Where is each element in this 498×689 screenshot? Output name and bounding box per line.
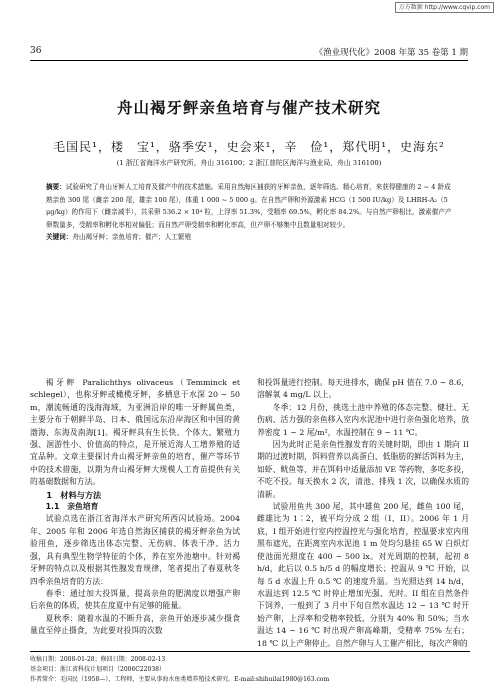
paragraph: 冬季：12 月份，挑选土池中养殖的体态完整、健壮、无伤病、活力强的亲鱼移入室内水泥池中进行亲鱼强化培养，放养密度 1 ~ 2 尾/m²，水温控制在 9 ~ 11 ℃。 bbox=[257, 402, 469, 437]
keywords: 舟山褐牙鲆；亲鱼培育；催产；人工繁殖 bbox=[72, 233, 192, 241]
intro-paragraph: 褐牙鲆 Paralichthys olivaceus（Temminck et schlegel），也称牙鲆或橄榄牙鲆，多栖息于水深 20 ~ 50 m，潮流畅通的浅海海域，为亚洲沿岸的唯一牙鲆属鱼类，主要分布于朝鲜半岛、日本、俄国远东沿岸海区和中国的黄渤海、东海及南海[1]。褐牙鲆具有生长快、个体大、繁殖力强、洄游性小、价值高的特点，是开展近海人工增养殖的适宜品种。文章主要探讨舟山褐牙鲆亲鱼的培育、催产等环节中的技术措施，以期为舟山褐牙鲆大规模人工育苗提供有关的基础数据和方法。 bbox=[30, 378, 240, 487]
abstract-text: 试验研究了舟山牙鲆人工培育及催产中的技术措施。采用自然海区捕获的牙鲆亲鱼，逐年筛选、精心培育，来获得健康的 2 ~ 4 龄成熟亲鱼 300 尾（雌亲 200 尾，雄亲 100 尾），体重 1 000 ~ 5 000 g。在自然产卵和外源激素 HCG（1 500 IU/kg）及 LHRH-A₂（5 μg/kg）的作用下（雌亲减半），共采卵 536.2 × 10⁴ 粒，上浮率 51.3%，受精率 69.5%，孵化率 84.2%。与自然产卵相比，激素催产产卵数量多，受精率和孵化率相对偏低；而自然产卵受精率和孵化率高，但产卵不够集中且数量相对较少。 bbox=[46, 183, 452, 229]
paragraph: 因为此时正是亲鱼性腺发育的关键时期，即由 1 期向 II 期的过渡时期，饵料营养以高蛋白、低脂肪的鲜活饵料为主，如虾、鱿鱼等，并在饵料中适量添加 VE 等药物，多吃多投，不吃不投。每天换水 2 次，清池、排残 1 次，以确保水质的清新。 bbox=[257, 440, 469, 499]
abstract bbox=[46, 181, 452, 244]
footnote-fund: 基金项目：浙江省科技计划项目（2006C22038） bbox=[30, 666, 165, 673]
section-heading-methods: 1 材料与方法 bbox=[46, 489, 102, 500]
paper-title: 舟山褐牙鲆亲鱼培育与催产技术研究 bbox=[116, 99, 381, 117]
author-list: 毛国民¹，楼 宝¹，骆季安¹，史会来¹，辛 俭¹，郑代明¹，史海东² bbox=[53, 140, 445, 154]
source-stamp: 万方数据 http://www.cqvip.com bbox=[395, 2, 494, 13]
subsection-heading-broodstock: 1.1 亲鱼培育 bbox=[45, 502, 99, 512]
right-column bbox=[257, 377, 469, 650]
footnote-received: 收稿日期：2008-01-28；修回日期：2008-02-13 bbox=[30, 656, 166, 663]
affiliation: (1 浙江省海洋水产研究所，舟山 316100；2 浙江普陀区海洋与渔业局，舟山 316100) bbox=[116, 159, 382, 167]
paragraph: 和投饵量进行控制。每天进排水，确保 pH 值在 7.0 ~ 8.6，溶解氧 4 mg/L 以上。 bbox=[257, 378, 469, 400]
left-column bbox=[30, 377, 240, 638]
abstract-label: 摘要： bbox=[46, 183, 66, 191]
footnote-author: 作者简介：毛国民（1958—），工程师，主要从事海水鱼类增养殖技术研究。E-mail:shihuilai1980@163.com bbox=[30, 676, 330, 683]
paragraph: 夏秋季：随着水温的不断升高，亲鱼开始逐步减少摄食量直至停止摄食，为此要对投饵的次数 bbox=[30, 613, 240, 636]
paragraph: 春季：通过加大投饵量，提高亲鱼的肥满度以增强产卵后亲鱼的体质，使其在度夏中有足够的能量。 bbox=[30, 588, 240, 611]
paragraph: 试验用鱼共 300 尾，其中雄鱼 200 尾，雌鱼 100 尾，雌雄比为 1∶2，被平均分成 2 组（I、II）。2006 年 1 月底，I 组开始进行室内控温控光与强化培育，控温要求室内用黑布遮光，在距离室内水泥池 1 m 处均匀悬挂 65 W 白炽灯使池面光照度在 400 ~ 500 lx。对光周期的控制，起初 8 h/d，此后以 0.5 h/5 d 的幅度增长；控温从 9 ℃ 开始，以每 5 d 水温上升 0.5 ℃ 的速度升温。当光照达到 14 h/d，水温达到 12.5 ℃ 时停止增加光强、光时。II 组在自然条件下饲养，一般到了 3 月中下旬自然水温达 12 ~ 13 ℃ 时开始产卵，上浮率和受精率较低，分别为 40% 和 50%；当水温达 14 ~ 16 ℃ 时出现产卵高峰期，受精率 75% 左右；18 ℃ 以上产卵停止。自然产卵与人工催产相比，每次产卵的 bbox=[257, 502, 469, 648]
page-number: 36 bbox=[30, 46, 42, 56]
running-header bbox=[30, 46, 468, 61]
journal-name: 《渔业现代化》2008 年第 35 卷第 1 期 bbox=[314, 48, 468, 58]
keywords-label: 关键词： bbox=[46, 233, 73, 241]
footnote bbox=[30, 651, 470, 685]
paragraph: 试验点选在浙江省海洋水产研究所西闪试验场。2004 年、2005 年和 2006 年选自然海区捕获的褐牙鲆亲鱼为试验用鱼，逐步筛选出体态完整、无伤病、体表干净、活力强，具有典型生物学特征的个体，养在室外池塘中。针对褐牙鲆的特点以及根据其性腺发育规律，笔者提出了春夏秋冬四季亲鱼培育的方法： bbox=[30, 514, 240, 586]
